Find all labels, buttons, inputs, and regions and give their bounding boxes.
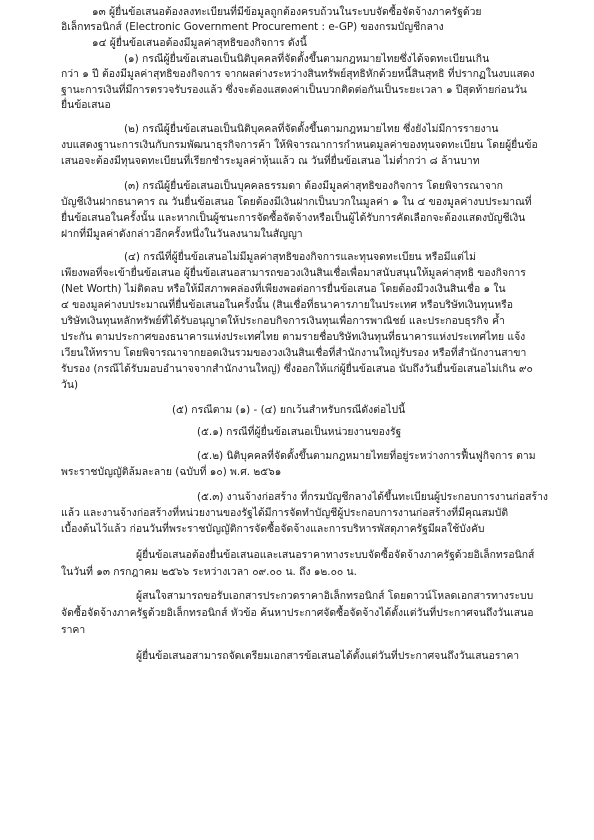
text-line: เบื้องต้นไว้แล้ว ก่อนวันที่พระราชบัญญัติการจัดซื้อจัดจ้างและการบริหารพัสดุภาครัฐมีผลใช้บังคับ	[61, 523, 485, 535]
text-line: (๔) กรณีที่ผู้ยื่นข้อเสนอไม่มีมูลค่าสุทธิของกิจการและทุนจดทะเบียน หรือมีแต่ไม่	[124, 251, 477, 263]
text-line: ๑๔ ผู้ยื่นข้อเสนอต้องมีมูลค่าสุทธิของกิจการ ดังนี้	[92, 37, 307, 49]
text-line: (๑) กรณีผู้ยื่นข้อเสนอเป็นนิติบุคคลที่จัดตั้งขึ้นตามกฎหมายไทยซึ่งได้จดทะเบียนเกิน	[124, 53, 490, 65]
text-line: วัน)	[61, 379, 78, 391]
text-line: ยื่นข้อเสนอ	[61, 99, 111, 111]
text-line: บัญชีเงินฝากธนาคาร ณ วันยื่นข้อเสนอ โดยต้องมีเงินฝากเป็นบวกในมูลค่า ๑ ใน ๔ ของมูลค่างบประมาณที่	[61, 196, 532, 208]
text-line: (๕.๑) กรณีที่ผู้ยื่นข้อเสนอเป็นหน่วยงานของรัฐ	[197, 426, 402, 438]
text-line: อิเล็กทรอนิกส์ (Electronic Government Procurement : e-GP) ของกรมบัญชีกลาง	[61, 21, 444, 33]
text-line: ๑๓ ผู้ยื่นข้อเสนอต้องลงทะเบียนที่มีข้อมูลถูกต้องครบถ้วนในระบบจัดซื้อจัดจ้างภาครัฐด้วย	[92, 6, 482, 18]
text-line: (๒) กรณีผู้ยื่นข้อเสนอเป็นนิติบุคคลที่จัดตั้งขึ้นตามกฎหมายไทย ซึ่งยังไม่มีการรายงาน	[124, 123, 499, 135]
text-line: งบแสดงฐานะการเงินกับกรมพัฒนาธุรกิจการค้า ให้พิจารณาการกำหนดมูลค่าของทุนจดทะเบียน โดยผู้ยื่นข้อ	[61, 139, 538, 151]
text-line: ประกัน ตามประกาศของธนาคารแห่งประเทศไทย ตามรายชื่อบริษัทเงินทุนที่ธนาคารแห่งประเทศไทย แจ้ง	[61, 331, 526, 343]
text-line: รับรอง (กรณีได้รับมอบอำนาจจากสำนักงานใหญ่) ซึ่งออกให้แก่ผู้ยื่นข้อเสนอ นับถึงวันยื่นข้อเสนอไม่เกิน ๙๐	[61, 363, 533, 375]
text-line: เพียงพอที่จะเข้ายื่นข้อเสนอ ผู้ยื่นข้อเสนอสามารถขอวงเงินสินเชื่อเพื่อมาสนับสนุนให้มูลค่าสุทธิ ของกิจการ	[61, 267, 526, 279]
text-line: แล้ว และงานจ้างก่อสร้างที่หน่วยงานของรัฐได้มีการจัดทำบัญชีผู้ประกอบการงานก่อสร้างที่มีคุณสมบัติ	[61, 507, 509, 519]
text-line: เสนอจะต้องมีทุนจดทะเบียนที่เรียกชำระมูลค่าหุ้นแล้ว ณ วันที่ยื่นข้อเสนอ ไม่ต่ำกว่า ๘ ล้านบาท	[61, 155, 480, 167]
text-line: ฝากที่มีมูลค่าดังกล่าวอีกครั้งหนึ่งในวันลงนามในสัญญา	[61, 228, 303, 240]
text-line: (๕.๓) งานจ้างก่อสร้าง ที่กรมบัญชีกลางได้ขึ้นทะเบียนผู้ประกอบการงานก่อสร้าง	[197, 491, 548, 503]
text-line: ในวันที่ ๑๓ กรกฎาคม ๒๕๖๖ ระหว่างเวลา ๐๙.๐๐ น. ถึง ๑๒.๐๐ น.	[61, 566, 357, 578]
text-line: เวียนให้ทราบ โดยพิจารณาจากยอดเงินรวมของวงเงินสินเชื่อที่สำนักงานใหญ่รับรอง หรือที่สำนักงานสาขา	[61, 347, 527, 359]
text-line: ๔ ของมูลค่างบประมาณที่ยื่นข้อเสนอในครั้งนั้น (สินเชื่อที่ธนาคารภายในประเทศ หรือบริษัทเงินทุนหรือ	[61, 299, 513, 311]
text-line: ฐานะการเงินที่มีการตรวจรับรองแล้ว ซึ่งจะต้องแสดงค่าเป็นบวกติดต่อกันเป็นระยะเวลา ๑ ปีสุดท้ายก่อนวัน	[61, 84, 527, 96]
text-line: ผู้ยื่นข้อเสนอสามารถจัดเตรียมเอกสารข้อเสนอได้ตั้งแต่วันที่ประกาศจนถึงวันเสนอราคา	[136, 650, 520, 662]
text-line: (๓) กรณีผู้ยื่นข้อเสนอเป็นบุคคลธรรมดา ต้องมีมูลค่าสุทธิของกิจการ โดยพิจารณาจาก	[124, 180, 503, 192]
text-line: ยื่นข้อเสนอในครั้งนั้น และหากเป็นผู้ชนะการจัดซื้อจัดจ้างหรือเป็นผู้ได้รับการคัดเลือกจะต้องแสดงบัญชีเงิน	[61, 212, 526, 224]
text-line: จัดซื้อจัดจ้างภาครัฐด้วยอิเล็กทรอนิกส์ หัวข้อ ค้นหาประกาศจัดซื้อจัดจ้างได้ตั้งแต่วันที่ประกาศจนถึงวันเสนอ	[61, 607, 534, 619]
text-line: กว่า ๑ ปี ต้องมีมูลค่าสุทธิของกิจการ จากผลต่างระหว่างสินทรัพย์สุทธิหักด้วยหนี้สินสุทธิ ที่ปรากฏในงบแสดง	[61, 68, 535, 80]
text-line: บริษัทเงินทุนหลักทรัพย์ที่ได้รับอนุญาตให้ประกอบกิจการเงินทุนเพื่อการพาณิชย์ และประกอบธุรกิจ ค้ำ	[61, 315, 505, 327]
text-line: (Net Worth) ไม่ติดลบ หรือให้มีสภาพคล่องที่เพียงพอต่อการยื่นข้อเสนอ โดยต้องมีวงเงินสินเชื่อ ๑ ใน	[61, 283, 506, 295]
text-line: (๕) กรณีตาม (๑) - (๔) ยกเว้นสำหรับกรณีดังต่อไปนี้	[172, 404, 406, 416]
text-line: ผู้ยื่นข้อเสนอต้องยื่นข้อเสนอและเสนอราคาทางระบบจัดซื้อจัดจ้างภาครัฐด้วยอิเล็กทรอนิกส์	[136, 549, 535, 561]
text-line: (๕.๒) นิติบุคคลที่จัดตั้งขึ้นตามกฎหมายไทยที่อยู่ระหว่างการฟื้นฟูกิจการ ตาม	[197, 450, 536, 462]
text-line: ผู้สนใจสามารถขอรับเอกสารประกวดราคาอิเล็กทรอนิกส์ โดยดาวน์โหลดเอกสารทางระบบ	[136, 590, 534, 602]
text-line: ราคา	[61, 624, 86, 636]
text-line: พระราชบัญญัติล้มละลาย (ฉบับที่ ๑๐) พ.ศ. ๒๕๖๑	[61, 466, 282, 478]
